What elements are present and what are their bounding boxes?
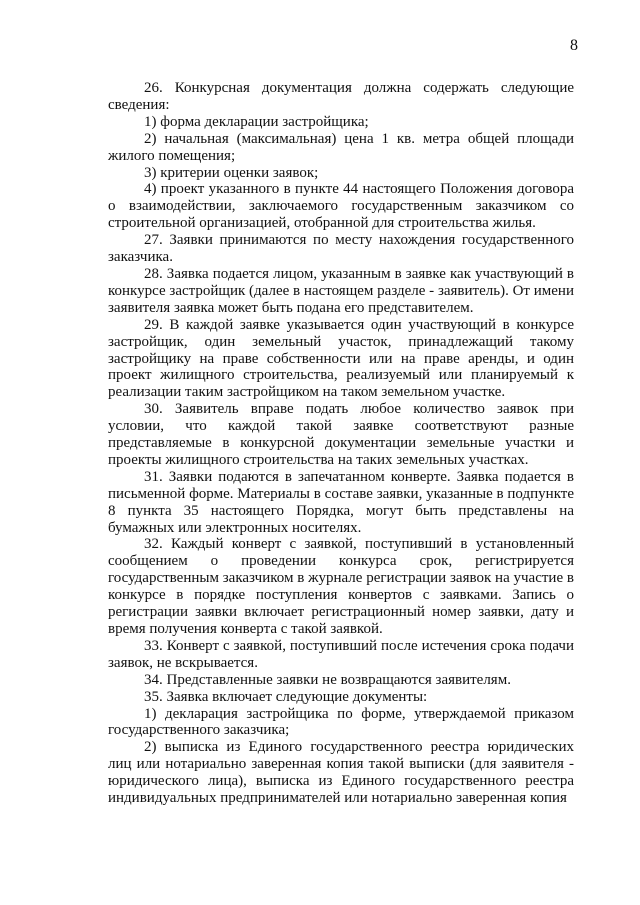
paragraph-26-item-3: 3) критерии оценки заявок; (144, 164, 319, 181)
paragraph-26-item-4: 4) проект указанного в пункте 44 настоящего Положения договора о взаимодействии, заключаемого государственным заказчиком со строительной организацией, отобранной для строительства жилья. (108, 181, 574, 232)
paragraph-33: 33. Конверт с заявкой, поступивший после истечения срока подачи заявок, не вскрывается. (108, 637, 574, 671)
paragraph-35-item-2: 2) выписка из Единого государственного реестра юридических лиц или нотариально заверенная копия такой выписки (для заявителя - юридического лица), выписка из Единого государственного реестра индивидуальных предпринимателей или нотариально заверенная копия (108, 739, 574, 807)
paragraph-34: 34. Представленные заявки не возвращаются заявителям. (144, 671, 511, 688)
paragraph-31: 31. Заявки подаются в запечатанном конверте. Заявка подается в письменной форме. Материалы в составе заявки, указанные в подпункте 8 пункта 35 настоящего Порядка, могут быть представлены на бумажных или электронных носителях. (108, 468, 574, 536)
paragraph-35: 35. Заявка включает следующие документы: (144, 688, 428, 705)
paragraph-35-item-1: 1) декларация застройщика по форме, утверждаемой приказом государственного заказчика; (108, 705, 574, 739)
paragraph-26: 26. Конкурсная документация должна содержать следующие сведения: (108, 80, 574, 113)
paragraph-32: 32. Каждый конверт с заявкой, поступивший в установленный сообщением о проведении конкурса срок, регистрируется государственным заказчиком в журнале регистрации заявок на участие в конкурсе в порядке поступления конвертов с заявками. Запись о регистрации заявки включает регистрационный номер заявки, дату и время получения конверта с такой заявкой. (108, 536, 574, 637)
paragraph-28: 28. Заявка подается лицом, указанным в заявке как участвующий в конкурсе застройщик (далее в настоящем разделе - заявитель). От имени заявителя заявка может быть подана его представителем. (108, 265, 574, 316)
document-body (108, 80, 574, 807)
paragraph-26-item-2: 2) начальная (максимальная) цена 1 кв. метра общей площади жилого помещения; (108, 130, 574, 164)
paragraph-29: 29. В каждой заявке указывается один участвующий в конкурсе застройщик, один земельный участок, принадлежащий такому застройщику на праве собственности или на праве аренды, и один проект жилищного строительства, реализуемый или планируемый к реализации таким застройщиком на таком земельном участке. (108, 316, 574, 401)
paragraph-27: 27. Заявки принимаются по месту нахождения государственного заказчика. (108, 232, 574, 266)
paragraph-30: 30. Заявитель вправе подать любое количество заявок при условии, что каждой такой заявке соответствуют разные представляемые в конкурсной документации земельные участки и проекты жилищного строительства на таких земельных участках. (108, 401, 574, 468)
paragraph-26-item-1: 1) форма декларации застройщика; (144, 113, 369, 130)
page-number: 8 (570, 37, 578, 54)
